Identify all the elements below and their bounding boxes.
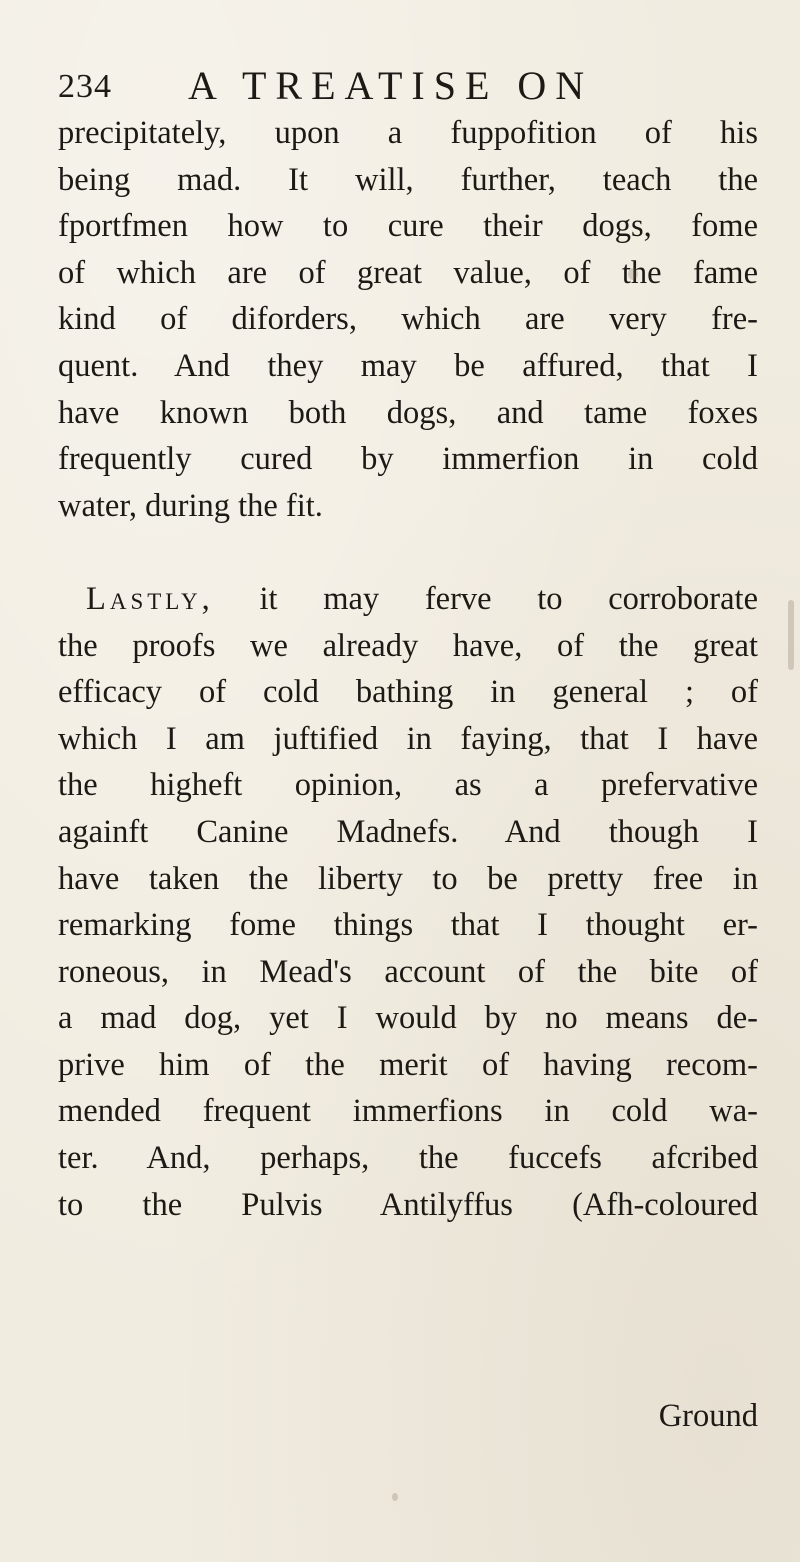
text-line: efficacy of cold bathing in general ; of xyxy=(58,674,758,711)
text-line: have taken the liberty to be pretty free in xyxy=(58,860,758,897)
text-line: a mad dog, yet I would by no means de- xyxy=(58,1000,758,1037)
text-line: to the Pulvis Antilyffus (Afh-coloured xyxy=(58,1186,758,1223)
text-line: ter. And, perhaps, the fuccefs afcribed xyxy=(58,1140,758,1177)
text-line: prive him of the merit of having recom- xyxy=(58,1046,758,1083)
text-line: kind of diforders, which are very fre- xyxy=(58,301,758,338)
text-line: fportfmen how to cure their dogs, fome xyxy=(58,208,758,245)
paragraph-1 xyxy=(58,110,758,529)
text-line: mended frequent immerfions in cold wa- xyxy=(58,1093,758,1130)
text-line: being mad. It will, further, teach the xyxy=(58,161,758,198)
first-line-rest: it may ferve to corroborate xyxy=(213,580,758,617)
page-number: 234 xyxy=(58,68,112,105)
text-line: precipitately, upon a fuppofition of his xyxy=(58,115,758,151)
paragraph-gap xyxy=(58,529,758,576)
catchword: Ground xyxy=(658,1398,758,1434)
text-line: roneous, in Mead's account of the bite of xyxy=(58,953,758,990)
text-line: the proofs we already have, of the great xyxy=(58,627,758,664)
text-line: which I am juftified in faying, that I have xyxy=(58,720,758,757)
text-line: water, during the fit. xyxy=(58,487,323,524)
text-line: frequently cured by immerfion in cold xyxy=(58,441,758,478)
text-line-first xyxy=(58,576,758,623)
text-line: have known both dogs, and tame foxes xyxy=(58,394,758,431)
text-line: of which are of great value, of the fame xyxy=(58,254,758,291)
paper-speck xyxy=(392,1493,398,1501)
text-line: quent. And they may be affured, that I xyxy=(58,347,758,384)
paper-speck xyxy=(788,600,794,670)
text-line: the higheft opinion, as a prefervative xyxy=(58,767,758,804)
paper-speck xyxy=(628,268,638,280)
running-head: A TREATISE ON xyxy=(188,63,594,108)
body-text xyxy=(58,110,758,1228)
paragraph-2 xyxy=(58,576,758,1228)
page-header xyxy=(58,62,758,112)
lead-word: Lastly, xyxy=(86,580,214,617)
text-line: remarking fome things that I thought er- xyxy=(58,907,758,944)
text-line: againft Canine Madnefs. And though I xyxy=(58,813,758,850)
